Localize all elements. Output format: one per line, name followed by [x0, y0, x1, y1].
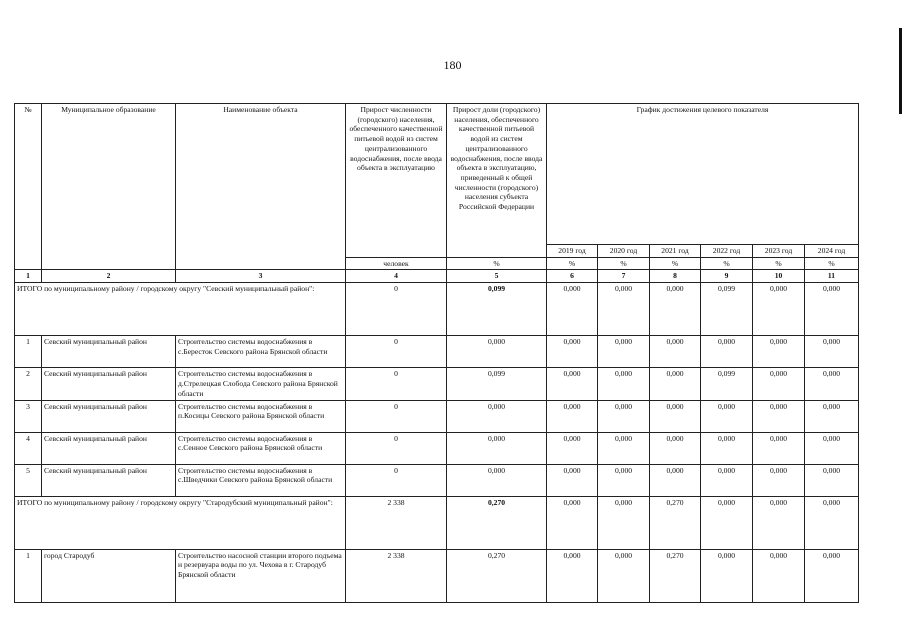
column-number: 3 [176, 270, 346, 283]
object-row [15, 400, 859, 432]
year-value: 0,000 [547, 283, 598, 336]
header-municipality: Муниципальное образование [42, 104, 176, 270]
column-number: 6 [547, 270, 598, 283]
year-value: 0,000 [547, 549, 598, 602]
population-growth: 0 [346, 336, 447, 368]
year-value: 0,000 [650, 432, 701, 464]
year-value: 0,000 [701, 400, 753, 432]
year-value: 0,270 [650, 496, 701, 549]
year-value: 0,000 [753, 496, 805, 549]
year-value: 0,000 [547, 432, 598, 464]
year-value: 0,000 [598, 496, 650, 549]
share-growth: 0,000 [447, 336, 547, 368]
year-value: 0,270 [650, 549, 701, 602]
object-row [15, 549, 859, 602]
year-value: 0,000 [598, 283, 650, 336]
object-row [15, 432, 859, 464]
row-number: 2 [15, 368, 42, 400]
year-value: 0,000 [753, 549, 805, 602]
row-number: 5 [15, 464, 42, 496]
page-number: 180 [443, 58, 462, 72]
year-value: 0,000 [650, 368, 701, 400]
municipality-name: Севский муниципальный район [42, 400, 176, 432]
share-growth: 0,270 [447, 549, 547, 602]
header-growth-population: Прирост численности (городского) населения, обеспеченного качественной питьевой водой из систем централизованного водоснабжения, после ввода объекта в эксплуатацию [346, 104, 447, 258]
total-row [15, 496, 859, 549]
year-value: 0,000 [650, 400, 701, 432]
year-value: 0,099 [701, 283, 753, 336]
object-name: Строительство системы водоснабжения в с.Бересток Севского района Брянской области [176, 336, 346, 368]
row-number: 4 [15, 432, 42, 464]
year-value: 0,000 [753, 432, 805, 464]
population-growth: 0 [346, 464, 447, 496]
year-value: 0,000 [650, 283, 701, 336]
year-value: 0,000 [753, 283, 805, 336]
municipality-name: город Стародуб [42, 549, 176, 602]
unit-percent: % [598, 257, 650, 270]
column-number: 9 [701, 270, 753, 283]
object-name: Строительство системы водоснабжения в д.Стрелецкая Слобода Севского района Брянской области [176, 368, 346, 400]
column-number: 7 [598, 270, 650, 283]
object-row [15, 336, 859, 368]
year-value: 0,000 [547, 336, 598, 368]
year-value: 0,000 [805, 336, 859, 368]
unit-percent: % [650, 257, 701, 270]
unit-percent: % [805, 257, 859, 270]
header-year: 2024 год [805, 245, 859, 258]
year-value: 0,000 [598, 336, 650, 368]
column-number: 2 [42, 270, 176, 283]
share-growth: 0,099 [447, 368, 547, 400]
column-number: 11 [805, 270, 859, 283]
total-row [15, 283, 859, 336]
year-value: 0,000 [753, 368, 805, 400]
population-growth: 0 [346, 400, 447, 432]
column-number: 4 [346, 270, 447, 283]
year-value: 0,000 [598, 549, 650, 602]
year-value: 0,000 [701, 549, 753, 602]
header-growth-share: Прирост доли (городского) населения, обеспеченного качественной питьевой водой из систем централизованного водоснабжения, после ввода объекта в эксплуатацию, приведенный к общей численности (городского) населения субъекта Российской Федерации [447, 104, 547, 258]
year-value: 0,000 [805, 496, 859, 549]
year-value: 0,000 [598, 432, 650, 464]
row-number: 1 [15, 336, 42, 368]
total-label: ИТОГО по муниципальному району / городскому округу "Севский муниципальный район": [15, 283, 346, 336]
year-value: 0,000 [753, 336, 805, 368]
year-value: 0,000 [598, 400, 650, 432]
population-growth: 0 [346, 283, 447, 336]
row-number: 3 [15, 400, 42, 432]
object-name: Строительство системы водоснабжения в с.Сенное Севского района Брянской области [176, 432, 346, 464]
year-value: 0,000 [650, 464, 701, 496]
year-value: 0,000 [598, 464, 650, 496]
column-number: 10 [753, 270, 805, 283]
year-value: 0,000 [701, 464, 753, 496]
unit-percent: % [753, 257, 805, 270]
header-year: 2020 год [598, 245, 650, 258]
share-growth: 0,000 [447, 464, 547, 496]
municipality-name: Севский муниципальный район [42, 336, 176, 368]
year-value: 0,000 [805, 549, 859, 602]
year-value: 0,000 [547, 496, 598, 549]
header-year: 2019 год [547, 245, 598, 258]
share-growth: 0,000 [447, 400, 547, 432]
municipality-name: Севский муниципальный район [42, 368, 176, 400]
header-object-name: Наименование объекта [176, 104, 346, 270]
year-value: 0,000 [805, 464, 859, 496]
year-value: 0,000 [753, 400, 805, 432]
population-growth: 0 [346, 368, 447, 400]
unit-percent: % [701, 257, 753, 270]
year-value: 0,000 [598, 368, 650, 400]
object-name: Строительство системы водоснабжения в п.Косицы Севского района Брянской области [176, 400, 346, 432]
population-growth: 2 338 [346, 549, 447, 602]
unit-people: человек [346, 257, 447, 270]
year-value: 0,000 [753, 464, 805, 496]
municipality-name: Севский муниципальный район [42, 464, 176, 496]
header-row [15, 104, 859, 245]
header-year: 2023 год [753, 245, 805, 258]
year-value: 0,000 [805, 283, 859, 336]
scan-edge-mark [899, 28, 902, 114]
unit-percent: % [447, 257, 547, 270]
population-growth: 0 [346, 432, 447, 464]
unit-percent: % [547, 257, 598, 270]
object-row [15, 464, 859, 496]
year-value: 0,000 [547, 368, 598, 400]
target-indicator-table [14, 103, 859, 603]
year-value: 0,000 [701, 496, 753, 549]
column-number: 8 [650, 270, 701, 283]
object-name: Строительство системы водоснабжения в с.Шведчики Севского района Брянской области [176, 464, 346, 496]
population-growth: 2 338 [346, 496, 447, 549]
column-number: 1 [15, 270, 42, 283]
share-growth: 0,000 [447, 432, 547, 464]
share-growth: 0,099 [447, 283, 547, 336]
municipality-name: Севский муниципальный район [42, 432, 176, 464]
year-value: 0,000 [650, 336, 701, 368]
column-numbers-row [15, 270, 859, 283]
object-row [15, 368, 859, 400]
header-schedule: График достижения целевого показателя [547, 104, 859, 245]
header-num: № [15, 104, 42, 270]
share-growth: 0,270 [447, 496, 547, 549]
year-value: 0,000 [701, 432, 753, 464]
year-value: 0,000 [805, 368, 859, 400]
year-value: 0,000 [547, 464, 598, 496]
row-number: 1 [15, 549, 42, 602]
year-value: 0,000 [805, 400, 859, 432]
object-name: Строительство насосной станции второго подъема и резервуара воды по ул. Чехова в г. Стародуб Брянской области [176, 549, 346, 602]
year-value: 0,000 [547, 400, 598, 432]
header-year: 2021 год [650, 245, 701, 258]
year-value: 0,000 [805, 432, 859, 464]
total-label: ИТОГО по муниципальному району / городскому округу "Стародубский муниципальный район": [15, 496, 346, 549]
year-value: 0,099 [701, 368, 753, 400]
column-number: 5 [447, 270, 547, 283]
header-year: 2022 год [701, 245, 753, 258]
year-value: 0,000 [701, 336, 753, 368]
